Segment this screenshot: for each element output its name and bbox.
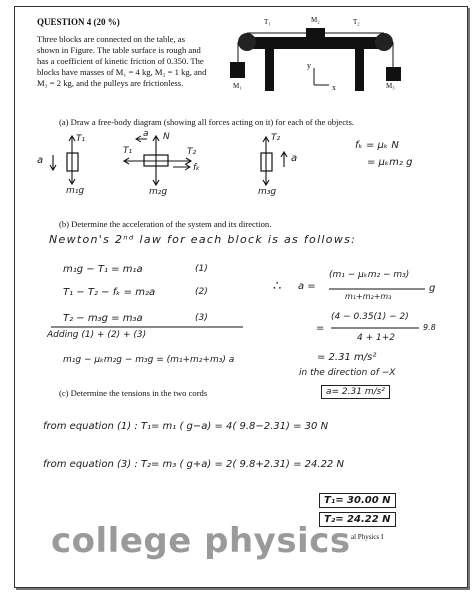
therefore-symbol: ∴ <box>273 279 282 294</box>
fig-label-m2: M₂ <box>311 16 320 24</box>
a-equals: a = <box>298 281 316 292</box>
equation-2: T₁ − T₂ − fₖ = m₂a <box>63 287 156 298</box>
acceleration-direction: in the direction of −X <box>299 368 396 378</box>
fig-label-y: y <box>307 61 311 70</box>
part-a-prompt: (a) Draw a free-body diagram (showing all forces acting on it) for each of the objects. <box>59 117 354 127</box>
statement-line: shown in Figure. The table surface is rough and <box>37 45 201 55</box>
fbd1-a: a <box>37 155 44 166</box>
equation-3: T₂ − m₃g = m₃a <box>63 313 143 324</box>
acceleration-answer-box: a= 2.31 m/s² <box>321 385 390 399</box>
fbd1-t1: T₁ <box>76 134 86 144</box>
equation-3-number: (3) <box>195 313 208 323</box>
fig-label-t2: T₂ <box>353 18 360 26</box>
fig-label-m1: M₁ <box>233 82 242 90</box>
fraction2-g: 9.8 <box>423 323 436 332</box>
equation-1: m₁g − T₁ = m₁a <box>63 264 143 275</box>
footer-note: al Physics I <box>351 533 384 541</box>
question-title: QUESTION 4 (20 %) <box>37 17 120 27</box>
summed-equation: m₁g − μₖm₂g − m₃g = (m₁+m₂+m₃) a <box>63 355 235 365</box>
fraction2-numerator: (4 − 0.35(1) − 2) <box>331 312 409 322</box>
document-page <box>14 6 468 588</box>
fraction2-denominator: 4 + 1+2 <box>357 333 395 343</box>
fbd2-weight: m₂g <box>149 187 168 197</box>
equation-2-number: (2) <box>195 287 208 297</box>
acceleration-result: = 2.31 m/s² <box>317 352 377 363</box>
newton-intro: Newton's 2ⁿᵈ law for each block is as follows: <box>49 233 357 246</box>
fbd2-t1: T₁ <box>123 146 133 156</box>
fbd2-t2: T₂ <box>187 147 197 157</box>
equation-1-number: (1) <box>195 264 208 274</box>
tension1-derivation: from equation (1) : T₁= m₁ ( g−a) = 4( 9.8−2.31) = 30 N <box>43 421 329 432</box>
fbd2-friction: fₖ <box>193 163 201 173</box>
fraction1-g: g <box>429 283 436 294</box>
statement-line: Three blocks are connected on the table, as <box>37 34 185 44</box>
part-b-prompt: (b) Determine the acceleration of the system and its direction. <box>59 219 272 229</box>
fraction1-numerator: (m₁ − μₖm₂ − m₃) <box>329 270 410 280</box>
fig-label-t1: T₁ <box>264 18 271 26</box>
tension1-answer-box: T₁= 30.00 N <box>319 493 396 508</box>
friction-eq-1: fₖ = μₖ N <box>355 140 399 151</box>
fbd3-weight: m₃g <box>258 187 277 197</box>
statement-line: M₃ = 2 kg, and the pulleys are frictionless. <box>37 78 184 88</box>
fbd2-normal: N <box>163 132 170 142</box>
fraction-bars <box>15 7 469 347</box>
adding-note: Adding (1) + (2) + (3) <box>47 330 147 340</box>
fbd1-weight: m₁g <box>66 186 85 196</box>
watermark: college physics <box>51 521 351 561</box>
tension2-answer-box: T₂= 24.22 N <box>319 512 396 527</box>
fig-label-m3: M₃ <box>386 82 395 90</box>
fig-label-x: x <box>332 83 336 92</box>
fbd3-a: a <box>291 153 298 164</box>
fbd3-t2: T₂ <box>271 133 281 143</box>
second-equals: = <box>316 323 325 334</box>
statement-line: blocks have masses of M₁ = 4 kg, M₂ = 1 kg, and <box>37 67 207 77</box>
fbd2-a: a <box>143 129 149 139</box>
statement-line: has a coefficient of kinetic friction of 0.350. The <box>37 56 204 66</box>
friction-eq-2: = μₖm₂ g <box>367 157 413 168</box>
fraction1-denominator: m₁+m₂+m₃ <box>345 292 392 301</box>
tension2-derivation: from equation (3) : T₂= m₃ ( g+a) = 2( 9.8+2.31) = 24.22 N <box>43 459 344 470</box>
part-c-prompt: (c) Determine the tensions in the two cords <box>59 388 208 398</box>
